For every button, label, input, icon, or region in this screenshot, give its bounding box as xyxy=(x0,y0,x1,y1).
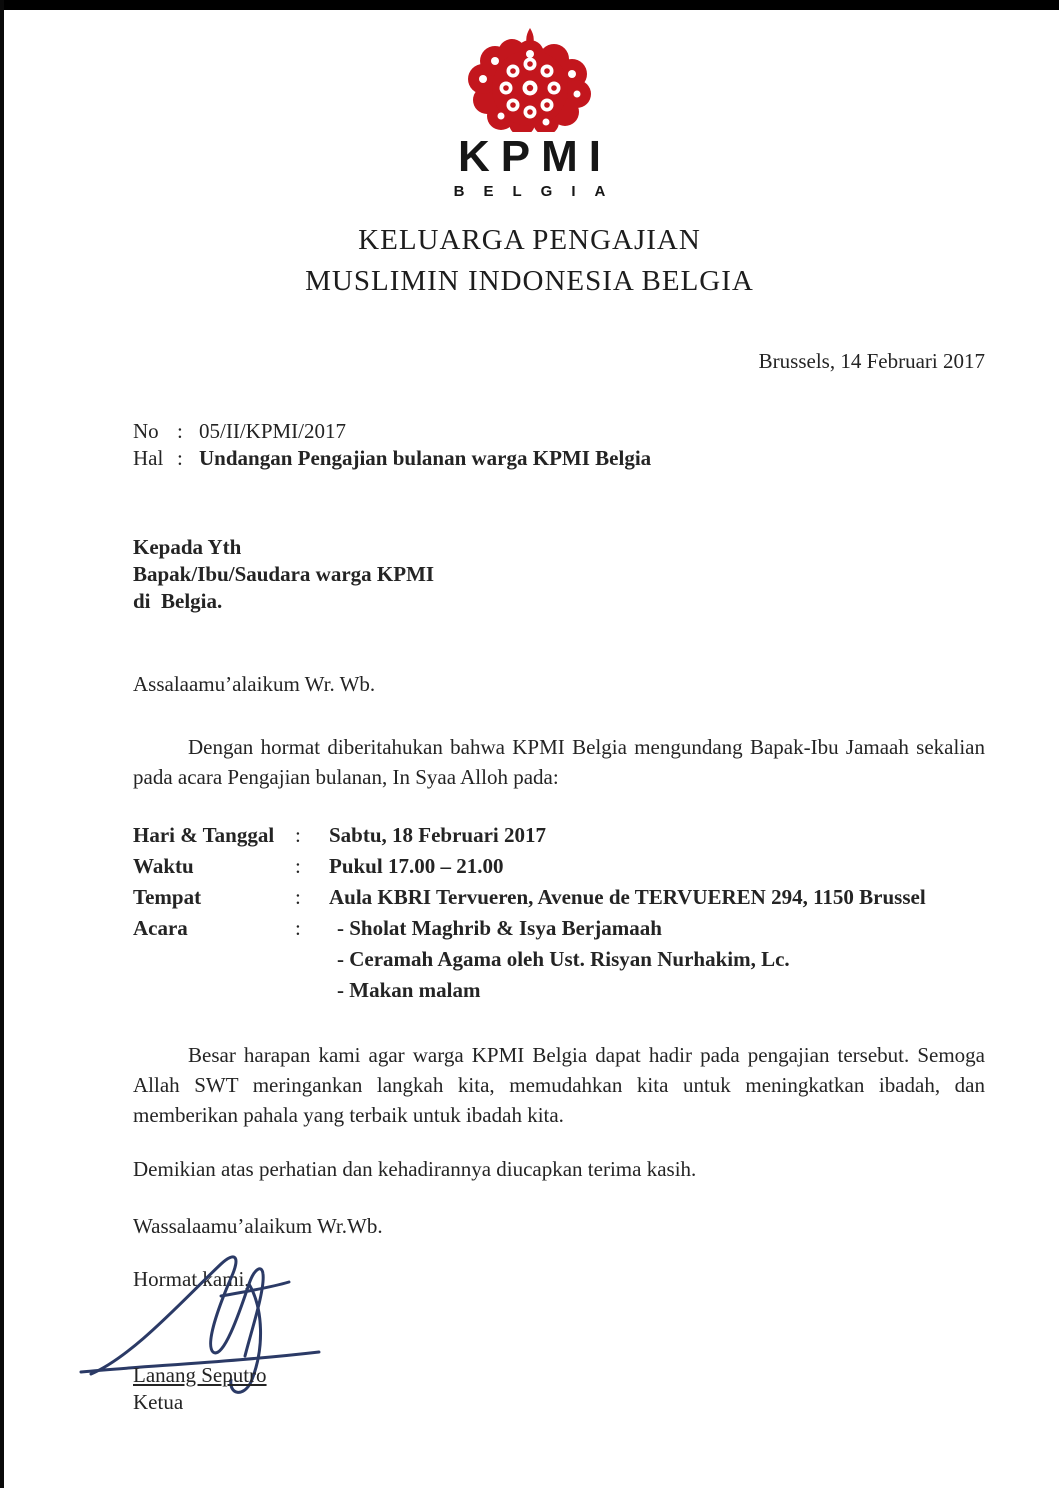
hal-value: Undangan Pengajian bulanan warga KPMI Belgia xyxy=(199,446,652,470)
signature-pre: Hormat kami, xyxy=(133,1267,250,1291)
agenda-item: - Sholat Maghrib & Isya Berjamaah xyxy=(337,916,662,940)
detail-colon: : xyxy=(295,854,301,878)
scan-artifact-left xyxy=(0,0,4,1488)
event-details xyxy=(133,820,985,1006)
letter-body xyxy=(0,418,1059,1456)
paragraph-intro: Dengan hormat diberitahukan bahwa KPMI Belgia mengundang Bapak-Ibu Jamaah sekalian pada acara Pengajian bulanan, In Syaa Alloh pada: xyxy=(133,735,985,789)
closing-salutation: Wassalaamu’alaikum Wr.Wb. xyxy=(133,1214,383,1238)
recipient-line1: Kepada Yth xyxy=(133,535,242,559)
hal-colon: : xyxy=(177,446,183,470)
detail-value-time: Pukul 17.00 – 21.00 xyxy=(329,854,504,878)
detail-value-agenda xyxy=(329,913,985,1006)
meta-row-no xyxy=(133,418,985,445)
org-title xyxy=(0,220,1059,302)
signer-name: Lanang Seputro xyxy=(133,1363,267,1387)
hal-label: Hal xyxy=(133,446,164,470)
letter-date: Brussels, 14 Februari 2017 xyxy=(758,349,985,373)
recipient-block xyxy=(133,534,985,615)
detail-row-date xyxy=(133,820,985,851)
detail-row-agenda xyxy=(133,913,985,1006)
detail-colon: : xyxy=(295,916,301,940)
letterhead xyxy=(0,0,1059,302)
detail-colon: : xyxy=(295,823,301,847)
detail-label-date: Hari & Tanggal xyxy=(133,823,275,847)
detail-label-agenda: Acara xyxy=(133,916,188,940)
signature-block xyxy=(133,1266,985,1456)
detail-label-place: Tempat xyxy=(133,885,202,909)
meta-row-hal xyxy=(133,445,985,472)
no-colon: : xyxy=(177,419,183,443)
no-label: No xyxy=(133,419,159,443)
recipient-line2: Bapak/Ibu/Saudara warga KPMI xyxy=(133,562,435,586)
detail-colon: : xyxy=(295,885,301,909)
detail-row-place xyxy=(133,882,985,913)
salutation: Assalaamu’alaikum Wr. Wb. xyxy=(133,672,376,696)
scan-artifact-top xyxy=(0,0,1059,10)
batik-ornament-icon xyxy=(450,28,610,132)
no-value: 05/II/KPMI/2017 xyxy=(199,419,346,443)
recipient-line3: di Belgia. xyxy=(133,589,223,613)
detail-value-date: Sabtu, 18 Februari 2017 xyxy=(329,823,547,847)
paragraph-hope: Besar harapan kami agar warga KPMI Belgia dapat hadir pada pengajian tersebut. Semoga Allah SWT meringankan langkah kita, memudahkan kita untuk meningkatkan ibadah, dan memberikan pahala yang terbaik untuk ibadah kita. xyxy=(133,1043,985,1127)
detail-value-place: Aula KBRI Tervueren, Avenue de TERVUEREN 294, 1150 Brussel xyxy=(329,885,926,909)
org-title-line2: MUSLIMIN INDONESIA BELGIA xyxy=(305,265,754,297)
org-title-line1: KELUARGA PENGAJIAN xyxy=(358,224,701,256)
signer-title: Ketua xyxy=(133,1390,184,1414)
logo-region: BELGIA xyxy=(453,183,625,200)
paragraph-thanks: Demikian atas perhatian dan kehadirannya diucapkan terima kasih. xyxy=(133,1157,697,1181)
detail-label-time: Waktu xyxy=(133,854,194,878)
detail-row-time xyxy=(133,851,985,882)
agenda-item: - Ceramah Agama oleh Ust. Risyan Nurhakim, Lc. xyxy=(337,947,790,971)
agenda-item: - Makan malam xyxy=(337,978,481,1002)
logo-wordmark: KPMI xyxy=(458,132,612,181)
letter-meta xyxy=(133,418,985,472)
